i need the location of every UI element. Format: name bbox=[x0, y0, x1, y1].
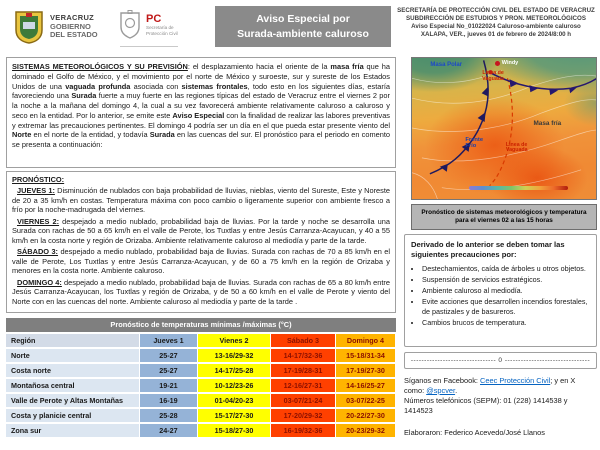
temp-cell: 20-22/27-30 bbox=[336, 409, 395, 422]
temp-cell: 13-16/29-32 bbox=[198, 349, 270, 362]
column-header: Jueves 1 bbox=[140, 334, 197, 347]
day-label: SÁBADO 3: bbox=[17, 247, 59, 257]
temperature-table-body bbox=[6, 349, 396, 437]
logo-divider bbox=[120, 46, 178, 47]
map-label-frente-frio: Frente Frío bbox=[465, 136, 484, 150]
temp-cell: 14-16/25-27 bbox=[336, 379, 395, 392]
weather-systems-summary bbox=[6, 57, 396, 168]
precaution-item: • Evite acciones que desarrollen incendios forestales, de pastizales y de basureros. bbox=[422, 297, 590, 315]
temp-cell: 15-18/31-34 bbox=[336, 349, 395, 362]
map-label-vaguada-top: Linea de Vaguada bbox=[482, 69, 504, 82]
region-cell: Costa y planicie central bbox=[6, 409, 139, 422]
precaution-item: • Cambios brucos de temperatura. bbox=[422, 318, 590, 327]
temp-cell: 25-28 bbox=[140, 409, 197, 422]
temp-cell: 25-27 bbox=[140, 364, 197, 377]
temp-cell: 12-16/27-31 bbox=[271, 379, 335, 392]
text-run: que ha dominado el Golfo de México, y el movimiento por el norte de México y suroeste, sur y sureste de los Estados Unidos de una bbox=[12, 62, 390, 91]
table-row bbox=[6, 409, 396, 422]
region-cell: Costa norte bbox=[6, 364, 139, 377]
veracruz-logo bbox=[14, 10, 98, 44]
x-link[interactable]: @spcver bbox=[426, 385, 456, 395]
text-run: vaguada profunda bbox=[65, 81, 131, 91]
text-run: Norte bbox=[12, 130, 32, 140]
agency-line: SECRETARÍA DE PROTECCIÓN CIVIL DEL ESTADO DE VERACRUZ bbox=[397, 7, 595, 14]
region-cell: Montañosa central bbox=[6, 379, 139, 392]
forecast-day-sunday bbox=[12, 278, 390, 306]
pc-logo-abbr: PC bbox=[146, 13, 162, 25]
forecast-day-friday bbox=[12, 217, 390, 245]
region-cell: Zona sur bbox=[6, 424, 139, 437]
map-label-vaguada-center: Linea de Vaguada bbox=[505, 141, 528, 154]
veracruz-shield-icon bbox=[14, 10, 44, 44]
map-label-masa-fria: Masa fría bbox=[533, 120, 562, 128]
pc-shield-icon bbox=[118, 10, 142, 40]
follow-suffix: . bbox=[455, 385, 458, 395]
text-run: asociada con bbox=[130, 81, 182, 91]
precaution-item: • Destechamientos, caída de árboles u otros objetos. bbox=[422, 264, 590, 273]
pc-logo-text bbox=[146, 14, 178, 36]
day-label: JUEVES 1: bbox=[17, 186, 55, 196]
precautions-box bbox=[404, 234, 597, 347]
windy-watermark bbox=[495, 60, 518, 66]
temp-cell: 10-12/23-26 bbox=[198, 379, 270, 392]
temperature-table bbox=[6, 318, 396, 439]
temp-cell: 20-23/29-32 bbox=[336, 424, 395, 437]
advisory-title-line2: Surada-ambiente caluroso bbox=[237, 27, 369, 40]
text-run: : el desplazamiento hacia el oriente de la bbox=[187, 62, 331, 71]
precautions-heading: Derivado de lo anterior se deben tomar las siguientes precauciones por: bbox=[411, 240, 565, 259]
temp-cell: 19-21 bbox=[140, 379, 197, 392]
text-run: sistemas frontales bbox=[181, 81, 248, 91]
temperature-table-title: Pronóstico de temperaturas mínimas /máximas (°C) bbox=[6, 318, 396, 332]
follow-mid: ; y en X como: bbox=[404, 376, 576, 395]
text-run: en el norte de la entidad, y todavía bbox=[31, 130, 150, 140]
temp-cell: 01-04/20-23 bbox=[198, 394, 270, 407]
pc-logo-line2: Protección Civil bbox=[146, 30, 178, 36]
advisory-title bbox=[215, 6, 391, 47]
veracruz-logo-line1: VERACRUZ bbox=[50, 13, 95, 23]
temp-cell: 14-17/32-36 bbox=[271, 349, 335, 362]
precaution-item: • Suspensión de servicios estratégicos. bbox=[422, 275, 590, 284]
day-text: Disminución de nublados con baja probabilidad de lluvias, nieblas, viento del Sureste, Este y Noreste de 20 a 35 km/h en costas. Temperatura máxima con poco cambio o ligeramente superior con ambiente fresco a frío por la noche-madrugada del viernes. bbox=[12, 186, 390, 215]
text-run: con la finalidad de realizar las labores preventivas y extremar las precauciones pertinentes. El domingo 4 podría ser un día en el que pueda estar presente viento del bbox=[12, 110, 390, 130]
table-row bbox=[6, 349, 396, 362]
precaution-item: • Ambiente caluroso al mediodía. bbox=[422, 286, 590, 295]
column-header: Sábado 3 bbox=[271, 334, 335, 347]
region-cell: Norte bbox=[6, 349, 139, 362]
temp-cell: 03-07/22-25 bbox=[336, 394, 395, 407]
phone-numbers: Números telefónicos (SEPM): 01 (228) 1414538 y 1414523 bbox=[404, 395, 568, 415]
day-label: VIERNES 2: bbox=[17, 216, 60, 226]
table-row bbox=[6, 394, 396, 407]
veracruz-logo-line2: GOBIERNO bbox=[50, 21, 91, 31]
temp-cell: 16-19 bbox=[140, 394, 197, 407]
column-header: Domingo 4 bbox=[336, 334, 395, 347]
text-run: Surada bbox=[149, 130, 175, 140]
temp-cell: 17-19/28-31 bbox=[271, 364, 335, 377]
temp-cell: 15-17/27-30 bbox=[198, 409, 270, 422]
elaborated-by: Elaboraron: Federico Acevedo/José Llanos bbox=[404, 428, 545, 437]
text-run: Surada bbox=[71, 91, 97, 101]
table-row bbox=[6, 379, 396, 392]
windy-logo-icon bbox=[495, 61, 500, 66]
agency-header bbox=[396, 7, 596, 39]
day-label: DOMINGO 4: bbox=[17, 277, 62, 287]
precautions-list bbox=[411, 264, 590, 327]
forecast-heading: PRONÓSTICO: bbox=[12, 175, 65, 184]
section-divider: -------------------------------- 0 -------------------------------- bbox=[404, 352, 597, 369]
text-run: masa fría bbox=[330, 62, 364, 71]
column-header: Región bbox=[6, 334, 139, 347]
advisory-title-line1: Aviso Especial por bbox=[256, 13, 350, 26]
agency-line: XALAPA, VER., jueves 01 de febrero de 2024/8:00 h bbox=[420, 31, 572, 39]
temp-cell: 17-19/27-30 bbox=[336, 364, 395, 377]
temp-cell: 25-27 bbox=[140, 349, 197, 362]
veracruz-logo-text bbox=[50, 14, 98, 40]
weather-map bbox=[411, 57, 597, 200]
forecast-day-saturday bbox=[12, 247, 390, 275]
table-row bbox=[6, 424, 396, 437]
temp-cell: 15-18/27-30 bbox=[198, 424, 270, 437]
map-label-masa-polar: Masa Polar bbox=[430, 62, 463, 69]
day-text: despejado a medio nublado, probabilidad baja de lluvias. Surada con rachas de 65 a 80 km/h entre Jesús Carranza-Acayucan, los Tuxtlas y región de Orizaba, y de 50 a 60 km/h en el valle de Perote y viento del Norte con en las cuencas del norte. Ambiente caluroso al mediodía y parte de la tarde . bbox=[12, 277, 390, 306]
temp-cell: 16-19/32-36 bbox=[271, 424, 335, 437]
day-text: despejado a medio nublado, probabilidad baja de lluvias. Por la tarde y noche se desarrolla una Surada con rachas de 50 a 65 km/h en el valle de Perote, los Tuxtlas y entre Jesús Carranza-Acayucan, y 40 a 55 km/h en la costa norte y región de Orizaba. Ambiente relativamente caluroso al mediodía y parte de la tarde. bbox=[12, 216, 390, 245]
facebook-link[interactable]: Ceec Protección Civil bbox=[480, 376, 551, 385]
forecast-section bbox=[6, 171, 396, 313]
temp-cell: 03-07/21-24 bbox=[271, 394, 335, 407]
agency-line: SUBDIRECCIÓN DE ESTUDIOS Y PRON. METEOROLÓGICOS bbox=[406, 15, 586, 23]
day-text: despejado a medio nublado, probabilidad baja de lluvias. Surada con rachas de 70 a 85 km/h en el valle de Perote, Los Tuxtlas y entre Jesús Carranza-Acayucan, y de 60 a 75 km/h en la región de Orizaba y menores en la costa norte. Ambiente caluroso. bbox=[12, 247, 391, 276]
region-cell: Valle de Perote y Altas Montañas bbox=[6, 394, 139, 407]
temperature-scale-bar bbox=[469, 186, 568, 190]
temperature-table-header bbox=[6, 334, 396, 347]
follow-prefix: Síganos en Facebook: bbox=[404, 376, 481, 385]
pc-logo-line1: Secretaría de bbox=[146, 25, 174, 30]
column-header: Vienes 2 bbox=[198, 334, 270, 347]
temp-cell: 17-20/29-32 bbox=[271, 409, 335, 422]
temp-cell: 14-17/25-28 bbox=[198, 364, 270, 377]
map-caption: Pronóstico de sistemas meteorológicos y temperatura para el viernes 02 a las 15 horas bbox=[411, 204, 597, 230]
table-row bbox=[6, 364, 396, 377]
windy-label: Windy bbox=[501, 60, 519, 66]
text-run: Aviso Especial bbox=[172, 110, 225, 120]
proteccion-civil-logo bbox=[118, 10, 178, 40]
text-run: fuerte a muy fuerte en las regiones típicas del estado de Veracruz entre el viernes 2 por la noche a la mañana del domingo 4, la cual a su vez favorecerá ambiente relativamente caluroso a caluroso y seco en la entidad. Por lo anterior, se emite este bbox=[12, 91, 390, 120]
text-run: , todo esto en los siguientes días, estaría favoreciendo una bbox=[12, 81, 391, 101]
temp-cell: 24-27 bbox=[140, 424, 197, 437]
text-run: SISTEMAS METEOROLÓGICOS Y SU PREVISIÓN bbox=[12, 62, 188, 71]
contact-block bbox=[404, 376, 597, 416]
veracruz-logo-line3: DEL ESTADO bbox=[50, 30, 98, 40]
forecast-day-thursday bbox=[12, 186, 390, 214]
text-run: en las cuencas del sur. El pronóstico para el periodo en comento se presenta a continuación: bbox=[12, 130, 391, 150]
agency-line: Aviso Especial No_01022024 Caluroso-ambiente caluroso bbox=[411, 23, 581, 31]
